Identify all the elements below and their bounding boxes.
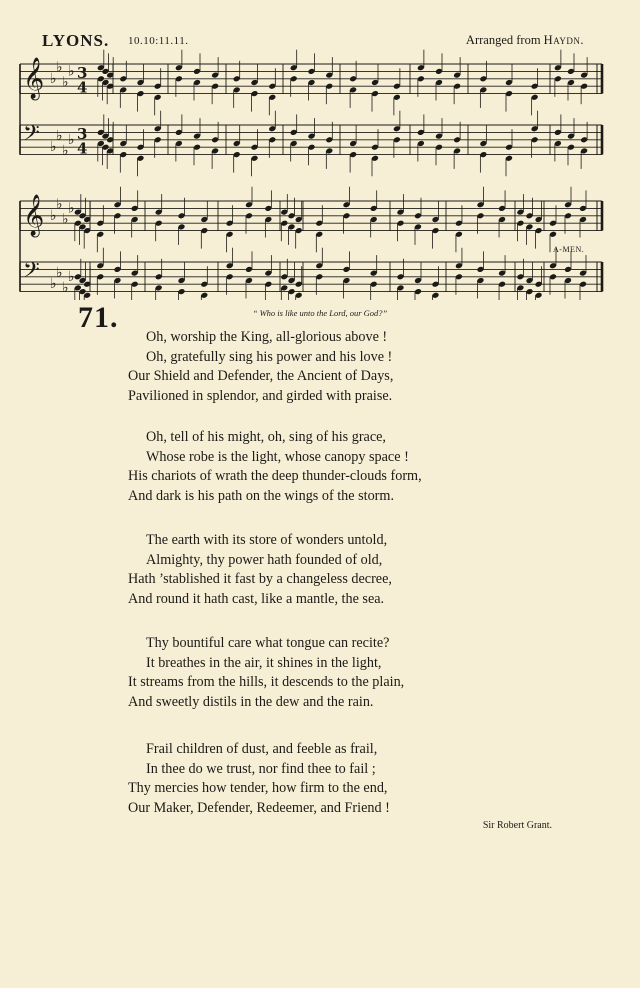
flat-icon: ♭ <box>68 63 75 80</box>
stanza-3 <box>130 531 392 609</box>
stanza-line: Our Maker, Defender, Redeemer, and Friend ! <box>128 799 390 816</box>
flat-icon: ♭ <box>50 139 57 156</box>
hymn-subtitle: “ Who is like unto the Lord, our God?” <box>252 308 388 318</box>
stanza-line: It streams from the hills, it descends to the plain, <box>128 674 405 690</box>
stanza-2 <box>130 428 422 506</box>
stanza-1 <box>130 328 393 406</box>
flat-icon: ♭ <box>50 276 57 293</box>
flat-icon: ♭ <box>68 268 75 285</box>
flat-icon: ♭ <box>62 211 69 228</box>
flat-icon: ♭ <box>62 279 69 296</box>
stanza-line: The earth with its store of wonders untold, <box>146 532 388 548</box>
author-credit: Sir Robert Grant. <box>482 820 552 831</box>
flat-icon: ♭ <box>56 196 63 213</box>
treble-clef-icon: 𝄞 <box>23 194 45 236</box>
flat-icon: ♭ <box>56 59 63 76</box>
stanza-line: In thee do we trust, nor find thee to fail ; <box>146 760 376 777</box>
flat-icon: ♭ <box>68 200 75 217</box>
stanza-line: Pavilioned in splendor, and girded with praise. <box>128 387 393 404</box>
stanza-line: Frail children of dust, and feeble as frail, <box>146 741 378 757</box>
treble-clef-icon: 𝄞 <box>23 57 45 99</box>
flat-icon: ♭ <box>62 74 69 91</box>
stanza-line: Hath ’stablished it fast by a changeless decree, <box>128 571 392 587</box>
time-signature-top: 3 <box>77 124 88 143</box>
flat-icon: ♭ <box>56 128 63 145</box>
stanza-line: It breathes in the air, it shines in the light, <box>146 654 382 671</box>
stanza-4 <box>130 634 404 712</box>
bass-clef-icon: 𝄢 <box>23 258 40 289</box>
stanza-line: And sweetly distils in the dew and the rain. <box>128 693 374 710</box>
stanza-line: His chariots of wrath the deep thunder-clouds form, <box>128 468 422 484</box>
time-signature-bottom: 4 <box>77 78 88 97</box>
time-signature-top: 3 <box>77 63 88 82</box>
stanza-line: And dark is his path on the wings of the storm. <box>128 487 394 504</box>
arranger-name: Haydn. <box>543 33 584 47</box>
flat-icon: ♭ <box>50 207 57 224</box>
arranger-prefix: Arranged from <box>465 33 541 47</box>
flat-icon: ♭ <box>50 70 57 87</box>
flat-icon: ♭ <box>68 131 75 148</box>
amen-label: A-MEN. <box>553 245 585 254</box>
stanza-line: And round it hath cast, like a mantle, the sea. <box>128 590 385 607</box>
stanza-line: Oh, tell of his might, oh, sing of his grace, <box>146 429 386 445</box>
stanza-line: Our Shield and Defender, the Ancient of Days, <box>128 368 394 384</box>
tune-name: LYONS. <box>42 31 110 50</box>
music-score <box>0 0 640 300</box>
time-signature-bottom: 4 <box>77 139 88 158</box>
stanza-line: Oh, worship the King, all-glorious above ! <box>146 329 388 345</box>
stanza-line: Thy bountiful care what tongue can recite? <box>146 635 390 651</box>
stanza-line: Whose robe is the light, whose canopy space ! <box>146 448 409 465</box>
stanza-5 <box>130 740 390 818</box>
flat-icon: ♭ <box>62 142 69 159</box>
stanza-line: Oh, gratefully sing his power and his love ! <box>146 348 393 365</box>
hymn-number: 71. <box>78 301 119 334</box>
meter: 10.10:11.11. <box>128 35 189 47</box>
bass-clef-icon: 𝄢 <box>23 121 40 152</box>
stanza-line: Almighty, thy power hath founded of old, <box>146 551 383 568</box>
flat-icon: ♭ <box>56 265 63 282</box>
stanza-line: Thy mercies how tender, how firm to the end, <box>128 780 388 796</box>
